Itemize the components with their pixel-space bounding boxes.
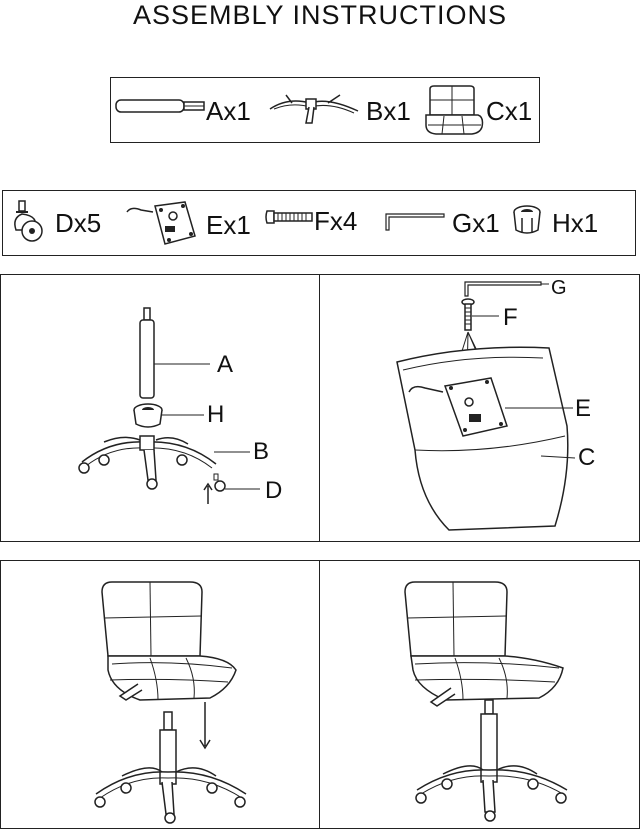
seat-icon	[102, 582, 236, 700]
callout-c: C	[578, 444, 596, 471]
callout-b: B	[253, 438, 270, 465]
callout-f: F	[503, 304, 518, 331]
star-base-icon	[268, 93, 360, 127]
part-d-label: Dx5	[55, 208, 102, 238]
screw-icon	[266, 208, 314, 226]
part-a-label: Ax1	[206, 96, 251, 126]
step-3-diagram	[0, 560, 320, 829]
allen-key-icon	[384, 208, 446, 232]
seat-icon	[424, 85, 484, 137]
step-4-diagram	[319, 560, 640, 829]
allen-key-icon	[465, 282, 541, 296]
part-c-label: Cx1	[486, 96, 533, 126]
gas-lift-icon	[115, 95, 207, 119]
cover-ring-icon	[512, 204, 542, 236]
callout-e: E	[575, 395, 592, 422]
seat-icon	[405, 582, 563, 706]
part-g-label: Gx1	[452, 208, 500, 238]
page-title: ASSEMBLY INSTRUCTIONS	[132, 0, 508, 30]
cover-ring-icon	[134, 404, 162, 427]
gas-lift-icon	[160, 712, 176, 784]
caster-icon	[10, 200, 50, 244]
seat-icon	[397, 347, 568, 530]
screw-icon	[462, 299, 474, 330]
star-base-icon	[79, 436, 216, 489]
part-b-label: Bx1	[366, 96, 411, 126]
part-f-label: Fx4	[314, 206, 358, 236]
mechanism-plate-icon	[125, 200, 203, 246]
callout-g: G	[551, 277, 567, 299]
step-2-diagram	[319, 274, 640, 542]
caster-icon	[214, 474, 225, 491]
callout-d: D	[265, 477, 283, 504]
part-h-label: Hx1	[552, 208, 599, 238]
callout-h: H	[207, 401, 225, 428]
callout-a: A	[217, 351, 234, 378]
gas-lift-icon	[140, 308, 154, 398]
part-e-label: Ex1	[206, 210, 251, 240]
